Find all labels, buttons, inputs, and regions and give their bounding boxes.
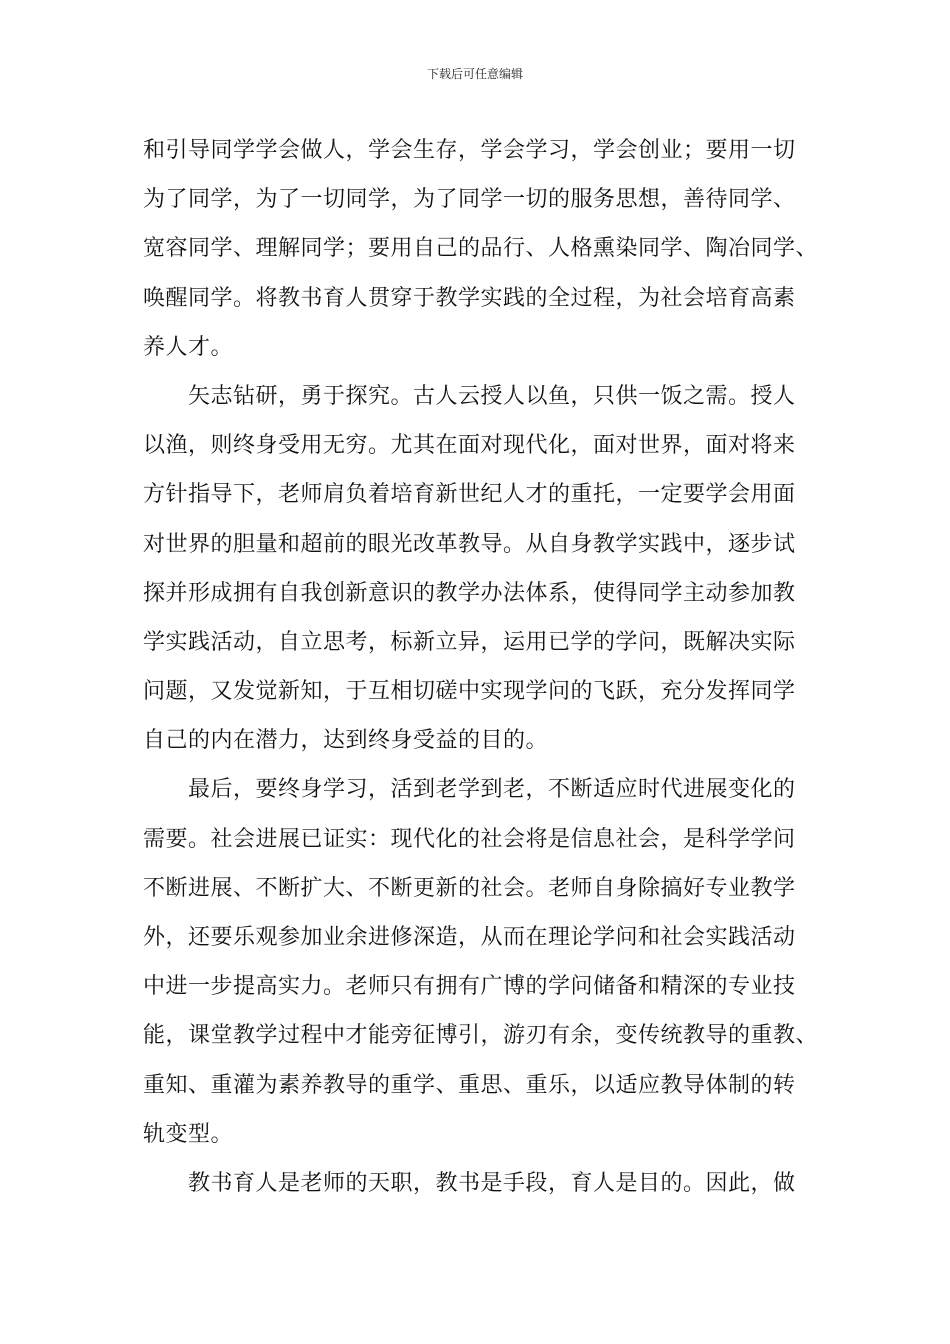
text-line: 外，还要乐观参加业余进修深造，从而在理论学问和社会实践活动 xyxy=(143,925,796,950)
text-line: 和引导同学学会做人，学会生存，学会学习，学会创业；要用一切 xyxy=(143,138,796,163)
text-line: 以渔，则终身受用无穷。尤其在面对现代化，面对世界，面对将来 xyxy=(143,433,796,459)
page-header: 下载后可任意编辑 xyxy=(426,67,523,81)
text-line: 能，课堂教学过程中才能旁征博引，游刃有余，变传统教导的重教、 xyxy=(143,1023,819,1049)
text-line: 宽容同学、理解同学；要用自己的品行、人格熏染同学、陶冶同学、 xyxy=(143,236,819,262)
text-line: 不断进展、不断扩大、不断更新的社会。老师自身除搞好专业教学 xyxy=(143,875,796,901)
body-text xyxy=(143,126,823,1208)
text-line: 探并形成拥有自我创新意识的教学办法体系，使得同学主动参加教 xyxy=(143,580,796,606)
text-line: 中进一步提高实力。老师只有拥有广博的学问储备和精深的专业技 xyxy=(143,974,796,1000)
text-line: 问题，又发觉新知，于互相切磋中实现学问的飞跃，充分发挥同学 xyxy=(143,679,796,705)
text-line: 为了同学，为了一切同学，为了同学一切的服务思想，善待同学、 xyxy=(143,187,796,213)
text-line: 养人才。 xyxy=(143,334,234,360)
text-line: 唤醒同学。将教书育人贯穿于教学实践的全过程，为社会培育高素 xyxy=(143,285,796,311)
text-line: 需要。社会进展已证实：现代化的社会将是信息社会，是科学学问 xyxy=(143,826,796,852)
text-line: 对世界的胆量和超前的眼光改革教导。从自身教学实践中，逐步试 xyxy=(143,531,796,557)
text-line: 轨变型。 xyxy=(143,1121,234,1147)
text-line: 教书育人是老师的天职，教书是手段，育人是目的。因此，做 xyxy=(143,1170,796,1196)
text-line: 重知、重灌为素养教导的重学、重思、重乐，以适应教导体制的转 xyxy=(143,1072,796,1098)
text-line: 学实践活动，自立思考，标新立异，运用已学的学问，既解决实际 xyxy=(143,629,796,655)
text-line: 自己的内在潜力，达到终身受益的目的。 xyxy=(143,728,549,754)
text-line: 方针指导下，老师肩负着培育新世纪人才的重托，一定要学会用面 xyxy=(143,482,796,508)
text-line: 最后，要终身学习，活到老学到老，不断适应时代进展变化的 xyxy=(143,777,796,803)
text-line: 矢志钻研，勇于探究。古人云授人以鱼，只供一饭之需。授人 xyxy=(143,383,796,409)
